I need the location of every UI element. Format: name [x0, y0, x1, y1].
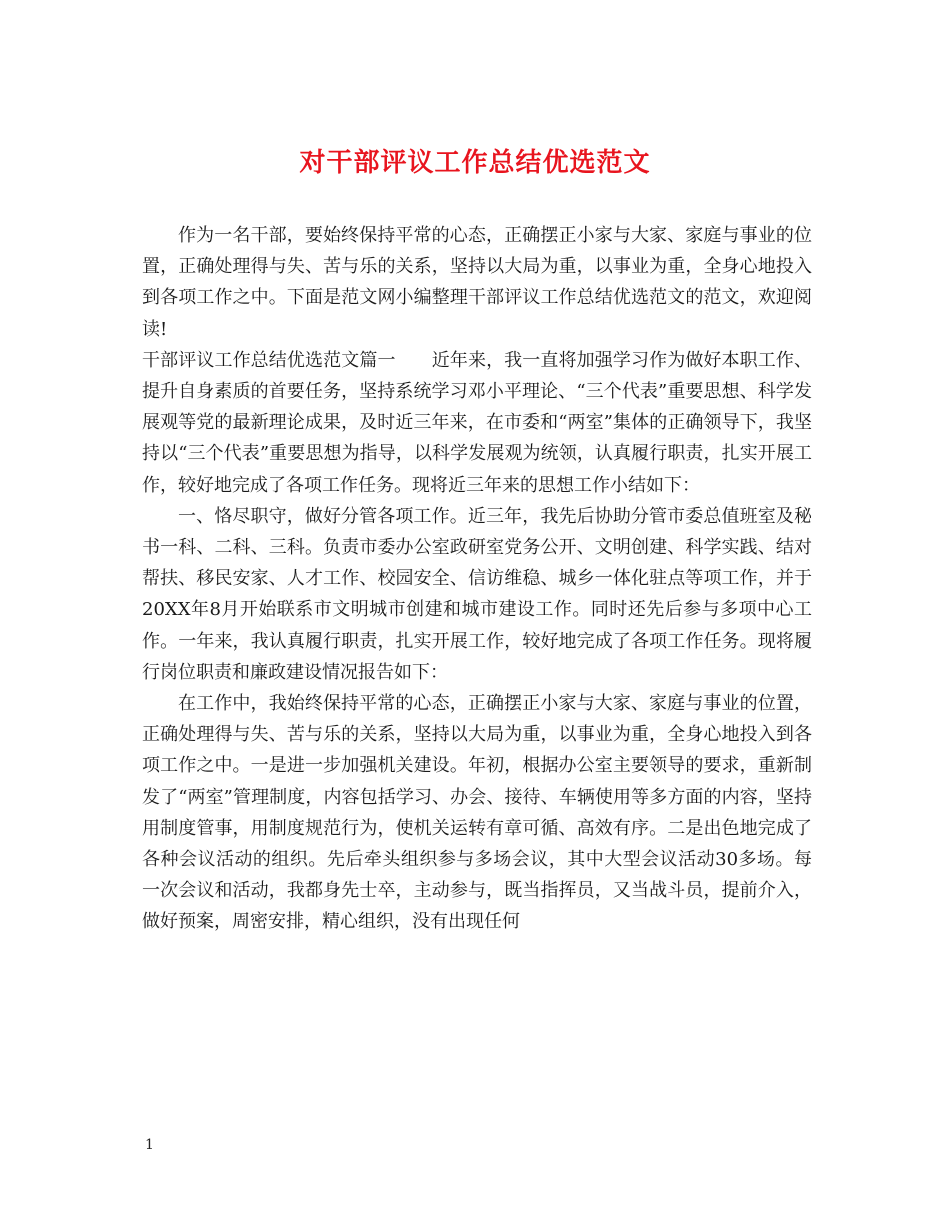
document-body	[142, 220, 812, 938]
page-number: 1	[145, 1137, 154, 1153]
intro-paragraph: 作为一名干部，要始终保持平常的心态，正确摆正小家与大家、家庭与事业的位置，正确处理得与失、苦与乐的关系，坚持以大局为重，以事业为重，全身心地投入到各项工作之中。下面是范文网小编整理干部评议工作总结优选范文的范文，欢迎阅读!	[142, 225, 812, 340]
paragraph-one: 一、恪尽职守，做好分管各项工作。近三年，我先后协助分管市委总值班室及秘书一科、二科、三科。负责市委办公室政研室党务公开、文明创建、科学实践、结对帮扶、移民安家、人才工作、校园安全、信访维稳、城乡一体化驻点等项工作，并于20XX年8月开始联系市文明城市创建和城市建设工作。同时还先后参与多项中心工作。一年来，我认真履行职责，扎实开展工作，较好地完成了各项工作任务。现将履行岗位职责和廉政建设情况报告如下：	[142, 505, 812, 683]
paragraph-two: 在工作中，我始终保持平常的心态，正确摆正小家与大家、家庭与事业的位置，正确处理得与失、苦与乐的关系，坚持以大局为重，以事业为重，全身心地投入到各项工作之中。一是进一步加强机关建设。年初，根据办公室主要领导的要求，重新制发了“两室”管理制度，内容包括学习、办会、接待、车辆使用等多方面的内容，坚持用制度管事，用制度规范行为，使机关运转有章可循、高效有序。二是出色地完成了各种会议活动的组织。先后牵头组织参与多场会议，其中大型会议活动30多场。每一次会议和活动，我都身先士卒，主动参与，既当指挥员，又当战斗员，提前介入，做好预案，周密安排，精心组织，没有出现任何	[142, 693, 812, 933]
section-paragraph	[142, 345, 812, 501]
document-title: 对干部评议工作总结优选范文	[299, 148, 651, 178]
section-heading: 干部评议工作总结优选范文篇一	[142, 349, 396, 371]
section-opening: 近年来，我一直将加强学习作为做好本职工作、提升自身素质的首要任务，坚持系统学习邓小平理论、“三个代表”重要思想、科学发展观等党的最新理论成果，及时近三年来，在市委和“两室”集体的正确领导下，我坚持以“三个代表”重要思想为指导，以科学发展观为统领，认真履行职责，扎实开展工作，较好地完成了各项工作任务。现将近三年来的思想工作小结如下：	[142, 349, 813, 496]
